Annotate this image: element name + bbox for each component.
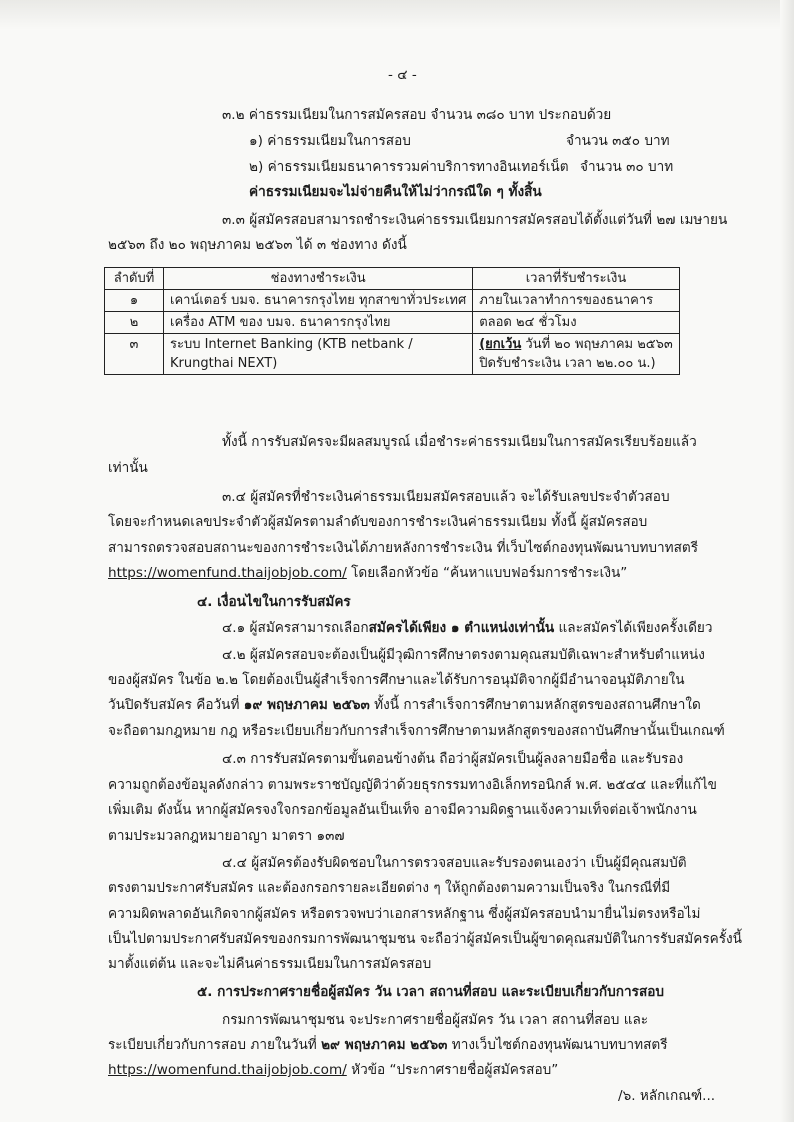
page-number: - ๔ - — [388, 67, 417, 83]
payment-channel-table — [104, 267, 680, 375]
table-row — [105, 290, 680, 312]
table-cell: ๓ — [105, 334, 164, 375]
para-3-4-line-3: สามารถตรวจสอบสถานะของการชำระเงินได้ภายหลังการชำระเงิน ที่เว็บไซต์กองทุนพัฒนาบทบาทสตรี — [108, 540, 699, 556]
payment-check-link[interactable]: https://womenfund.thaijobjob.com/ — [108, 565, 347, 581]
column-header: เวลาที่รับชำระเงิน — [473, 268, 680, 290]
fee-item-1-label: ๑) ค่าธรรมเนียมในการสอบ — [249, 133, 411, 149]
section-4-title: ๔. เงื่อนไขในการรับสมัคร — [197, 594, 351, 610]
next-page-marker: /๖. หลักเกณฑ์... — [618, 1088, 716, 1104]
completion-note-line-1: ทั้งนี้ การรับสมัครจะมีผลสมบูรณ์ เมื่อชำระค่าธรรมเนียมในการสมัครเรียบร้อยแล้ว — [222, 434, 697, 450]
table-row — [105, 312, 680, 334]
table-cell: ตลอด ๒๔ ชั่วโมง — [473, 312, 680, 334]
applicant-list-link[interactable]: https://womenfund.thaijobjob.com/ — [108, 1062, 347, 1078]
column-header: ลำดับที่ — [105, 268, 164, 290]
cell-line: ระบบ Internet Banking (KTB netbank / — [170, 337, 413, 352]
para-4-4-line-4: เป็นไปตามประกาศรับสมัครของกรมการพัฒนาชุมชน จะถือว่าผู้สมัครเป็นผู้ขาดคุณสมบัติในการรับสมัครครั้งนี้ — [108, 931, 742, 947]
para-3-4-line-4 — [108, 563, 627, 583]
para-3-4-line-2: โดยจะกำหนดเลขประจำตัวผู้สมัครตามลำดับของการชำระเงินค่าธรรมเนียม ทั้งนี้ ผู้สมัครสอบ — [108, 514, 648, 530]
cell-line — [479, 335, 673, 354]
para-4-2-line-4: จะถือตามกฎหมาย กฎ หรือระเบียบเกี่ยวกับการสำเร็จการศึกษาตามหลักสูตรของสถาบันศึกษานั้นเป็นเกณฑ์ — [108, 723, 725, 739]
table-cell: เคาน์เตอร์ บมจ. ธนาคารกรุงไทย ทุกสาขาทั่วประเทศ — [164, 290, 473, 312]
section-5-line-2-a: ระเบียบเกี่ยวกับการสอบ ภายในวันที่ — [108, 1037, 322, 1053]
para-4-4-line-2: ตรงตามประกาศรับสมัคร และต้องกรอกรายละเอียดต่าง ๆ ให้ถูกต้องตามความเป็นจริง ในกรณีที่มี — [108, 880, 671, 896]
fee-item-2-label: ๒) ค่าธรรมเนียมธนาคารรวมค่าบริการทางอินเทอร์เน็ต — [249, 159, 569, 175]
table-row — [105, 334, 680, 375]
cell-line: Krungthai NEXT) — [170, 356, 278, 371]
column-header: ช่องทางชำระเงิน — [164, 268, 473, 290]
scan-shadow-right — [780, 0, 794, 1122]
section-5-line-2-c: ทางเว็บไซต์กองทุนพัฒนาบทบาทสตรี — [447, 1037, 668, 1053]
except-date: วันที่ ๒๐ พฤษภาคม ๒๕๖๓ — [525, 337, 673, 352]
payment-period-line-1: ๓.๓ ผู้สมัครสอบสามารถชำระเงินค่าธรรมเนียมการสมัครสอบได้ตั้งแต่วันที่ ๒๗ เมษายน — [222, 212, 728, 228]
table-header-row — [105, 268, 680, 290]
table-cell: ภายในเวลาทำการของธนาคาร — [473, 290, 680, 312]
section-5-date: ๒๙ พฤษภาคม ๒๕๖๓ — [321, 1037, 448, 1053]
except-label: (ยกเว้น — [479, 337, 522, 352]
scan-shadow-top — [0, 0, 794, 30]
table-cell: ๑ — [105, 290, 164, 312]
completion-note-line-2: เท่านั้น — [108, 460, 148, 476]
para-4-1 — [222, 618, 713, 638]
para-4-2-line-1: ๔.๒ ผู้สมัครสอบจะต้องเป็นผู้มีวุฒิการศึกษาตรงตามคุณสมบัติเฉพาะสำหรับตำแหน่ง — [222, 647, 705, 663]
table-cell: เครื่อง ATM ของ บมจ. ธนาคารกรุงไทย — [164, 312, 473, 334]
para-4-1-c: และสมัครได้เพียงครั้งเดียว — [554, 620, 713, 636]
table-cell: ๒ — [105, 312, 164, 334]
para-4-3-line-3: เพิ่มเติม ดังนั้น หากผู้สมัครจงใจกรอกข้อมูลอันเป็นเท็จ อาจมีความผิดฐานแจ้งความเท็จต่อเจ้าพนักงาน — [108, 802, 697, 818]
table-cell — [164, 334, 473, 375]
para-4-1-bold: สมัครได้เพียง ๑ ตำแหน่งเท่านั้น — [368, 620, 555, 636]
section-5-line-1: กรมการพัฒนาชุมชน จะประกาศรายชื่อผู้สมัคร วัน เวลา สถานที่สอบ และ — [222, 1012, 649, 1028]
para-4-1-a: ๔.๑ ผู้สมัครสามารถเลือก — [222, 620, 369, 636]
para-4-2-line-3-a: วันปิดรับสมัคร คือวันที่ — [108, 697, 244, 713]
para-4-2-date: ๑๙ พฤษภาคม ๒๕๖๓ — [243, 697, 370, 713]
fee-heading: ๓.๒ ค่าธรรมเนียมในการสมัครสอบ จำนวน ๓๘๐ บาท ประกอบด้วย — [222, 107, 612, 123]
section-5-after-link: หัวข้อ “ประกาศรายชื่อผู้สมัครสอบ” — [351, 1062, 559, 1078]
para-4-2-line-3-c: ทั้งนี้ การสำเร็จการศึกษาตามหลักสูตรของสถานศึกษาใด — [369, 697, 701, 713]
para-3-4-line-1: ๓.๔ ผู้สมัครที่ชำระเงินค่าธรรมเนียมสมัครสอบแล้ว จะได้รับเลขประจำตัวสอบ — [222, 489, 670, 505]
para-4-3-line-2: ความถูกต้องข้อมูลดังกล่าว ตามพระราชบัญญัติว่าด้วยธุรกรรมทางอิเล็กทรอนิกส์ พ.ศ. ๒๕๔๔ และที่แก้ไข — [108, 777, 717, 793]
para-3-4-after-link: โดยเลือกหัวข้อ “ค้นหาแบบฟอร์มการชำระเงิน” — [351, 565, 628, 581]
section-5-line-2 — [108, 1035, 668, 1055]
para-4-4-line-1: ๔.๔ ผู้สมัครต้องรับผิดชอบในการตรวจสอบและรับรองตนเองว่า เป็นผู้มีคุณสมบัติ — [222, 855, 687, 871]
para-4-2-line-2: ของผู้สมัคร ในข้อ ๒.๒ โดยต้องเป็นผู้สำเร็จการศึกษาและได้รับการอนุมัติจากผู้มีอำนาจอนุมัติภายใน — [108, 672, 685, 688]
table-cell — [473, 334, 680, 375]
cell-line: ปิดรับชำระเงิน เวลา ๒๒.๐๐ น.) — [479, 356, 656, 371]
para-4-3-line-1: ๔.๓ การรับสมัครตามขั้นตอนข้างต้น ถือว่าผู้สมัครเป็นผู้ลงลายมือชื่อ และรับรอง — [222, 751, 684, 767]
para-4-4-line-5: มาตั้งแต่ต้น และจะไม่คืนค่าธรรมเนียมในการสมัครสอบ — [108, 956, 432, 972]
section-5-title: ๕. การประกาศรายชื่อผู้สมัคร วัน เวลา สถานที่สอบ และระเบียบเกี่ยวกับการสอบ — [197, 984, 665, 1000]
para-4-3-line-4: ตามประมวลกฎหมายอาญา มาตรา ๑๓๗ — [108, 828, 345, 844]
fee-item-2-amount: จำนวน ๓๐ บาท — [580, 159, 674, 175]
para-4-2-line-3 — [108, 695, 701, 715]
section-5-line-3 — [108, 1060, 558, 1080]
payment-period-line-2: ๒๕๖๓ ถึง ๒๐ พฤษภาคม ๒๕๖๓ ได้ ๓ ช่องทาง ดังนี้ — [108, 237, 407, 253]
para-4-4-line-3: ความผิดพลาดอันเกิดจากผู้สมัคร หรือตรวจพบว่าเอกสารหลักฐาน ซึ่งผู้สมัครสอบนำมายื่นไม่ตรงหรือไม่ — [108, 906, 701, 922]
fee-no-refund-note: ค่าธรรมเนียมจะไม่จ่ายคืนให้ไม่ว่ากรณีใด ๆ ทั้งสิ้น — [249, 184, 542, 200]
fee-item-1-amount: จำนวน ๓๕๐ บาท — [566, 133, 670, 149]
